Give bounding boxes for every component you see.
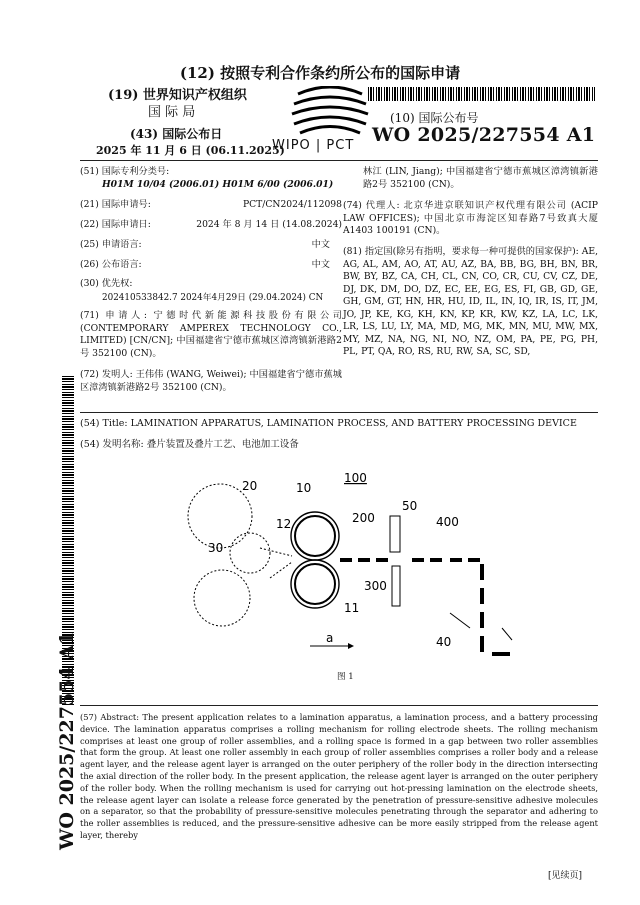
- figure-1: [180, 468, 540, 668]
- inventor-continued: 林江 (LIN, Jiang); 中国福建省宁德市蕉城区漳湾镇新港路2号 352100 (CN)。: [363, 166, 598, 190]
- field-25-label: (25) 申请语言:: [80, 239, 142, 250]
- field-22-value: 2024 年 8 月 14 日 (14.08.2024): [196, 219, 342, 230]
- field-71: (71) 申请人: 宁德时代新能源科技股份有限公司 (CONTEMPORARY AMPEREX TECHNOLOGY CO., LIMITED) [CN/CN]; 中国福建省宁德市蕉城区漳湾镇新港路2号 352100 (CN)。: [80, 310, 342, 359]
- field-74: (74) 代理人: 北京华进京联知识产权代理有限公司 (ACIP LAW OFFICES); 中国北京市海淀区知春路7号致真大厦A1403 100191 (CN)。: [343, 200, 598, 236]
- field-26-value: 中文: [311, 259, 330, 270]
- title-chinese: (54) 发明名称: 叠片装置及叠片工艺、电池加工设备: [80, 439, 299, 450]
- title-english: (54) Title: LAMINATION APPARATUS, LAMINATION PROCESS, AND BATTERY PROCESSING DEVICE: [80, 418, 577, 429]
- field-81: (81) 指定国(除另有指明，要求每一种可提供的国家保护): AE, AG, AL, AM, AO, AT, AU, AZ, BA, BB, BG, BH, BN, BR, BW, BY, BZ, CA, CH, CL, CN, CO, CR, CU, CV, CZ, DE, DJ, DK, DM, DO, DZ, EC, EE, EG, ES, FI, GB, GD, GE, GH, GM, GT, HN, HR, HU, ID, IL, IN, IQ, IR, IS, IT, JM, JO, JP, KE, KG, KH, KN, KP, KR, KW, KZ, LA, LC, LK, LR, LS, LU, LY, MA, MD, MG, MK, MN, MU, MW, MX, MY, MZ, NA, NG, NI, NO, NZ, OM, PA, PE, PG, PH, PL, PT, QA, RO, RS, RU, RW, SA, SC, SD,: [343, 246, 598, 357]
- label-200: 200: [352, 511, 375, 525]
- lower-roller-layer: [295, 564, 335, 604]
- field-30-value: 202410533842.7 2024年4月29日 (29.04.2024) CN: [102, 293, 324, 303]
- field-30-label: (30) 优先权:: [80, 278, 133, 289]
- document-title: (12) 按照专利合作条约所公布的国际申请: [179, 64, 461, 82]
- roller-20: [188, 484, 252, 548]
- field-72: (72) 发明人: 王伟伟 (WANG, Weiwei); 中国福建省宁德市蕉城区漳湾镇新港路2号 352100 (CN)。: [80, 369, 342, 393]
- field-51-value: H01M 10/04 (2006.01) H01M 6/00 (2006.01): [102, 179, 334, 190]
- label-400: 400: [436, 515, 459, 529]
- field-22-label: (22) 国际申请日:: [80, 219, 151, 230]
- side-publication-number: WO 2025/227554 A1: [56, 631, 78, 850]
- upper-roller: [291, 512, 339, 560]
- wipo-pct-label: WIPO | PCT: [272, 138, 355, 153]
- label-30: 30: [208, 541, 224, 555]
- electrode-strip: [340, 560, 510, 654]
- figure-caption: 图 1: [337, 672, 354, 682]
- label-50: 50: [402, 499, 418, 513]
- divider: [80, 705, 598, 706]
- field-21-value: PCT/CN2024/112098: [242, 199, 342, 210]
- barcode-icon: [368, 87, 595, 101]
- label-40: 40: [436, 635, 452, 649]
- pubdate-value: 2025 年 11 月 6 日 (06.11.2025): [96, 144, 285, 157]
- field-21-label: (21) 国际申请号:: [80, 199, 151, 210]
- abstract: (57) Abstract: The present application relates to a lamination apparatus, a lamination process, and a battery processing device. The lamination apparatus comprises a rolling mechanism for rolling electrode sheets. The rolling mechanism comprises at least one group of roller assemblies, and a rolling space is formed in a gap between two roller assemblies that form the group. At least one roller assembly in each group of roller assemblies comprises a roller body and a release agent layer, and the release agent layer is arranged on the outer periphery of the roller body in the direction intersecting the axial direction of the roller body. In the present application, the release agent layer is arranged on the outer periphery of the roller body. When the rolling mechanism is used for carrying out hot-pressing lamination on the electrode sheets, the release agent layer can isolate a release force generated by the penetration of pressure-sensitive adhesive molecules on a separator, so that the probability of pressure-sensitive molecules penetrating through the separator and adhering to the roller assemblies is reduced, and the pressure-sensitive adhesive can be more easily stripped from the release agent layer, thereby: [80, 712, 598, 840]
- pubdate-label: (43) 国际公布日: [130, 127, 223, 141]
- roller-lower-left: [194, 570, 250, 626]
- roller-30: [230, 533, 270, 573]
- field-26-label: (26) 公布语言:: [80, 259, 142, 270]
- label-11: 11: [344, 601, 360, 615]
- divider: [80, 412, 598, 413]
- upper-roller-layer: [295, 516, 335, 556]
- label-12: 12: [276, 517, 292, 531]
- org-bureau: 国 际 局: [148, 105, 196, 120]
- field-25-value: 中文: [311, 239, 330, 250]
- label-300: 300: [364, 579, 387, 593]
- field-51-label: (51) 国际专利分类号:: [80, 166, 170, 177]
- org-name: (19) 世界知识产权组织: [108, 88, 247, 103]
- divider: [80, 160, 598, 161]
- pubno-label: (10) 国际公布号: [390, 111, 479, 125]
- label-10: 10: [296, 481, 312, 495]
- cutter-300: [392, 566, 400, 606]
- cutter-50: [390, 516, 400, 552]
- publication-number: WO 2025/227554 A1: [372, 124, 596, 146]
- label-20: 20: [242, 479, 258, 493]
- label-a: a: [326, 631, 334, 645]
- label-100: 100: [344, 471, 367, 485]
- lower-roller: [291, 560, 339, 608]
- continued-note: [见续页]: [548, 871, 583, 881]
